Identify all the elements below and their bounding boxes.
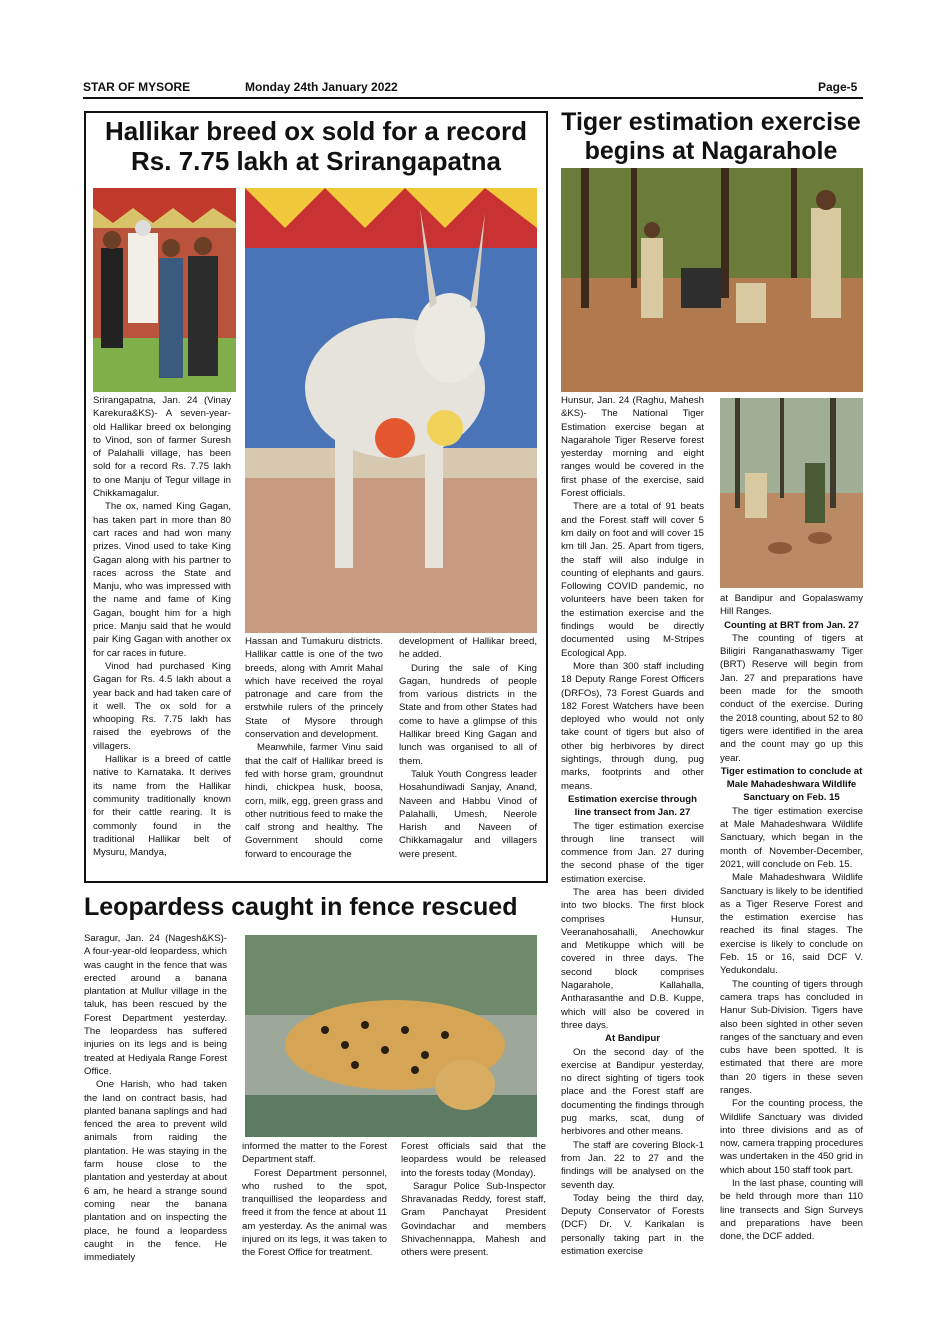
hallikar-column-2	[245, 635, 383, 875]
hallikar-c2-p1: Hassan and Tumakuru districts. Hallikar cattle is one of the two breeds, along with Amrit Mahal which have received the royal patronage and care from the erstwhile rulers of the princely State of Mysore through conservation and development.	[245, 636, 383, 741]
tiger-c2-p4: Male Mahadeshwara Wildlife Sanctuary is likely to be identified as a Tiger Reserve Forest and the estimation exercise has reached its final stages. The exercise is likely to conclude on Feb. 15 or 16, said DCF V. Yedukondalu.	[720, 872, 863, 977]
hallikar-column-3	[399, 635, 537, 875]
tiger-photo-pugmarks	[720, 398, 863, 588]
tiger-c2-p7: In the last phase, counting will be held through more than 110 line transects and Sign Surveys and preparations have been done, the DCF added.	[720, 1178, 863, 1243]
tiger-column-2	[720, 592, 863, 1272]
tiger-c1-p7: The staff are covering Block-1 from Jan. 22 to 27 and the findings will be analysed on the seventh day.	[561, 1139, 704, 1191]
hallikar-c1-p4: Hallikar is a breed of cattle native to Karnataka. It derives its name from the Hallikar community traditionally known for their cattle rearing. It is commonly found in the traditional Hallikar belt of Mysuru, Mandya,	[93, 754, 231, 859]
leopard-c1-p2: One Harish, who had taken the land on contract basis, had planted banana saplings and had fenced the area to prevent wild animals from raiding the plantation. He was staying in the farm house close to the plantation and yesterday at about 6 am, he heard a strange sound coming near the banana plantation and on inspecting the place, he found a leopardess caught in the fence. He immediately	[84, 1079, 227, 1264]
leopard-c3-p1: Forest officials said that the leopardess would be released into the forests today (Monday).	[401, 1141, 546, 1179]
hallikar-headline	[88, 117, 544, 177]
hallikar-c3-p2: During the sale of King Gagan, hundreds of people from various districts in the State and from other States had come to have a glimpse of this Hallikar breed King Gagan and lunch was organised to all of them.	[399, 662, 537, 767]
hallikar-c1-p3: Vinod had purchased King Gagan for Rs. 4.5 lakh about a year back and had taken care of it well. The ox sold for a whooping Rs. 7.75 lakh has raised the eyebrows of the villagers.	[93, 660, 231, 752]
tiger-c2-p3: The tiger estimation exercise at Male Mahadeshwara Wildlife Sanctuary, which began in the month of November-December, 2021, will conclude on Feb. 15.	[720, 805, 863, 870]
hallikar-photo-owners	[93, 188, 236, 392]
tiger-photo-staff	[561, 168, 863, 392]
hallikar-column-1	[93, 394, 231, 874]
tiger-c2-p6: For the counting process, the Wildlife Sanctuary was divided into three divisions and as of now, camera trapping procedures was undertaken in the 450 grid in which about 150 staff took part.	[720, 1098, 863, 1176]
leopard-column-1	[84, 932, 227, 1272]
tiger-subhead-line-transect: Estimation exercise through line transect from Jan. 27	[567, 793, 697, 819]
hallikar-c3-p3: Taluk Youth Congress leader Hosahundiwadi Sanjay, Anand, Naveen and Habbu Vinod of Palahalli, Umesh, Neerole Harish and Naveen of Chikkamagalur and villagers were present.	[399, 768, 537, 860]
tiger-headline-line2: begins at Nagarahole	[584, 136, 838, 165]
tiger-c1-p6: On the second day of the exercise at Bandipur yesterday, no direct sighting of tigers took place and the Forest staff are documenting the findings through pug marks, scat, dung of herbivores and other means.	[561, 1046, 704, 1138]
leopard-c2-p1: informed the matter to the Forest Department staff.	[242, 1141, 387, 1166]
leopard-photo	[245, 935, 537, 1137]
tiger-column-1	[561, 394, 704, 1272]
tiger-c1-p5: The area has been divided into two blocks. The first block comprises Hunsur, Veeranahosahalli, Anechowkur and Metikuppe which will be covered in three days. The second block comprises Nagarahole, Kallahalla, Antharasanthe and D.B. Kuppe, which will also be covered in three days.	[561, 886, 704, 1031]
tiger-c1-p4: The tiger estimation exercise through line transect will commence from Jan. 27 during the second phase of the tiger estimation exercise.	[561, 820, 704, 885]
leopard-headline: Leopardess caught in fence rescued	[84, 893, 518, 921]
tiger-c2-p5: The counting of tigers through camera traps has concluded in Hanur Sub-Division. Tigers have also been sighted in other seven ranges of the sanctuary and even cubs have been spotted. It is estimated that there are more than 20 tigers in these seven ranges.	[720, 978, 863, 1096]
tiger-subhead-brt: Counting at BRT from Jan. 27	[724, 619, 859, 631]
hallikar-headline-line1: Hallikar breed ox sold for a record	[105, 116, 527, 146]
tiger-subhead-mm-hills: Tiger estimation to conclude at Male Mahadeshwara Wildlife Sanctuary on Feb. 15	[720, 765, 863, 804]
leopard-c2-p2: Forest Department personnel, who rushed to the spot, tranquillised the leopardess and freed it from the fence at about 11 am yesterday. As the animal was injured on its legs, it was taken to the Forest Office for treatment.	[242, 1167, 387, 1259]
leopard-column-2	[242, 1140, 387, 1272]
tiger-c2-p1: at Bandipur and Gopalaswamy Hill Ranges.	[720, 593, 863, 618]
masthead-rule	[83, 97, 863, 99]
tiger-c1-p8: Today being the third day, Deputy Conservator of Forests (DCF) Dr. V. Karikalan is personally taking part in the estimation exercise	[561, 1192, 704, 1257]
tiger-subhead-bandipur: At Bandipur	[605, 1033, 660, 1045]
masthead-page: Page-5	[818, 80, 858, 94]
masthead-date: Monday 24th January 2022	[245, 80, 398, 94]
leopard-c3-p2: Saragur Police Sub-Inspector Shravanadas Reddy, forest staff, Gram Panchayat President Govindachar and members Shivachennappa, Mahesh and others were present.	[401, 1180, 546, 1259]
hallikar-c3-p1: development of Hallikar breed, he added.	[399, 636, 537, 661]
tiger-c1-p1: Hunsur, Jan. 24 (Raghu, Mahesh &KS)- The National Tiger Estimation exercise began at Nagarahole Tiger Reserve forest yesterday morning and eight ranges would be covered in the first phase of the exercise, said Forest officials.	[561, 395, 704, 500]
tiger-c1-p2: There are a total of 91 beats and the Forest staff will cover 5 km daily on foot and will cover 15 km till Jan. 25. Apart from tigers, the staff will also indulge in counting of elephants and gaurs. Following COVID pandemic, no volunteers have been taken for the estimation exercise and the findings would be directly documented using M-Stripes Ecological App.	[561, 501, 704, 659]
hallikar-photo-ox	[245, 188, 537, 633]
hallikar-c1-p1: Srirangapatna, Jan. 24 (Vinay Karekura&KS)- A seven-year-old Hallikar breed ox belonging to Vinod, son of farmer Suresh of Palahalli village, has been sold for a record Rs. 7.75 lakh to one Manju of Tegur village in Chikkamagalur.	[93, 395, 231, 500]
tiger-headline-line1: Tiger estimation exercise	[561, 108, 861, 136]
hallikar-c2-p2: Meanwhile, farmer Vinu said that the calf of Hallikar breed is fed with horse gram, groundnut hindi, chickpea husk, boosa, corn, milk, egg, green grass and other nutritious feed to make the calf strong and healthy. The Government should come forward to encourage the	[245, 742, 383, 860]
leopard-column-3	[401, 1140, 546, 1272]
tiger-headline	[555, 108, 867, 166]
hallikar-headline-line2: Rs. 7.75 lakh at Srirangapatna	[131, 145, 501, 176]
leopard-c1-p1: Saragur, Jan. 24 (Nagesh&KS)- A four-year-old leopardess, which was caught in the fence that was erected around a banana plantation at Mullur village in the taluk, has been rescued by the Forest Department yesterday. The leopardess has suffered injuries on its legs and is being treated at Hediyala Range Forest Office.	[84, 933, 227, 1077]
masthead-paper: STAR OF MYSORE	[83, 80, 191, 94]
tiger-c1-p3: More than 300 staff including 18 Deputy Range Forest Officers (DRFOs), 73 Forest Guards and 182 Forest Watchers have been deployed who would not only take count of tigers but also of other big herbivores by direct sightings, through dung, pug marks, footprints and other means.	[561, 660, 704, 792]
hallikar-c1-p2: The ox, named King Gagan, has taken part in more than 80 cart races and had won many prizes. Vinod used to take King Gagan along with his partner to races across the State and Manju, who was impressed with the name and fame of King Gagan, bought him for a high price. Manju said that he would pair King Gagan with another ox for car races in future.	[93, 501, 231, 659]
tiger-c2-p2: The counting of tigers at Biligiri Ranganathaswamy Tiger (BRT) Reserve will begin from Jan. 27 and preparations have been made for the smooth conduct of the exercise. During the 2018 counting, about 52 to 80 tigers were identified in the area and the count may go up this year.	[720, 632, 863, 764]
